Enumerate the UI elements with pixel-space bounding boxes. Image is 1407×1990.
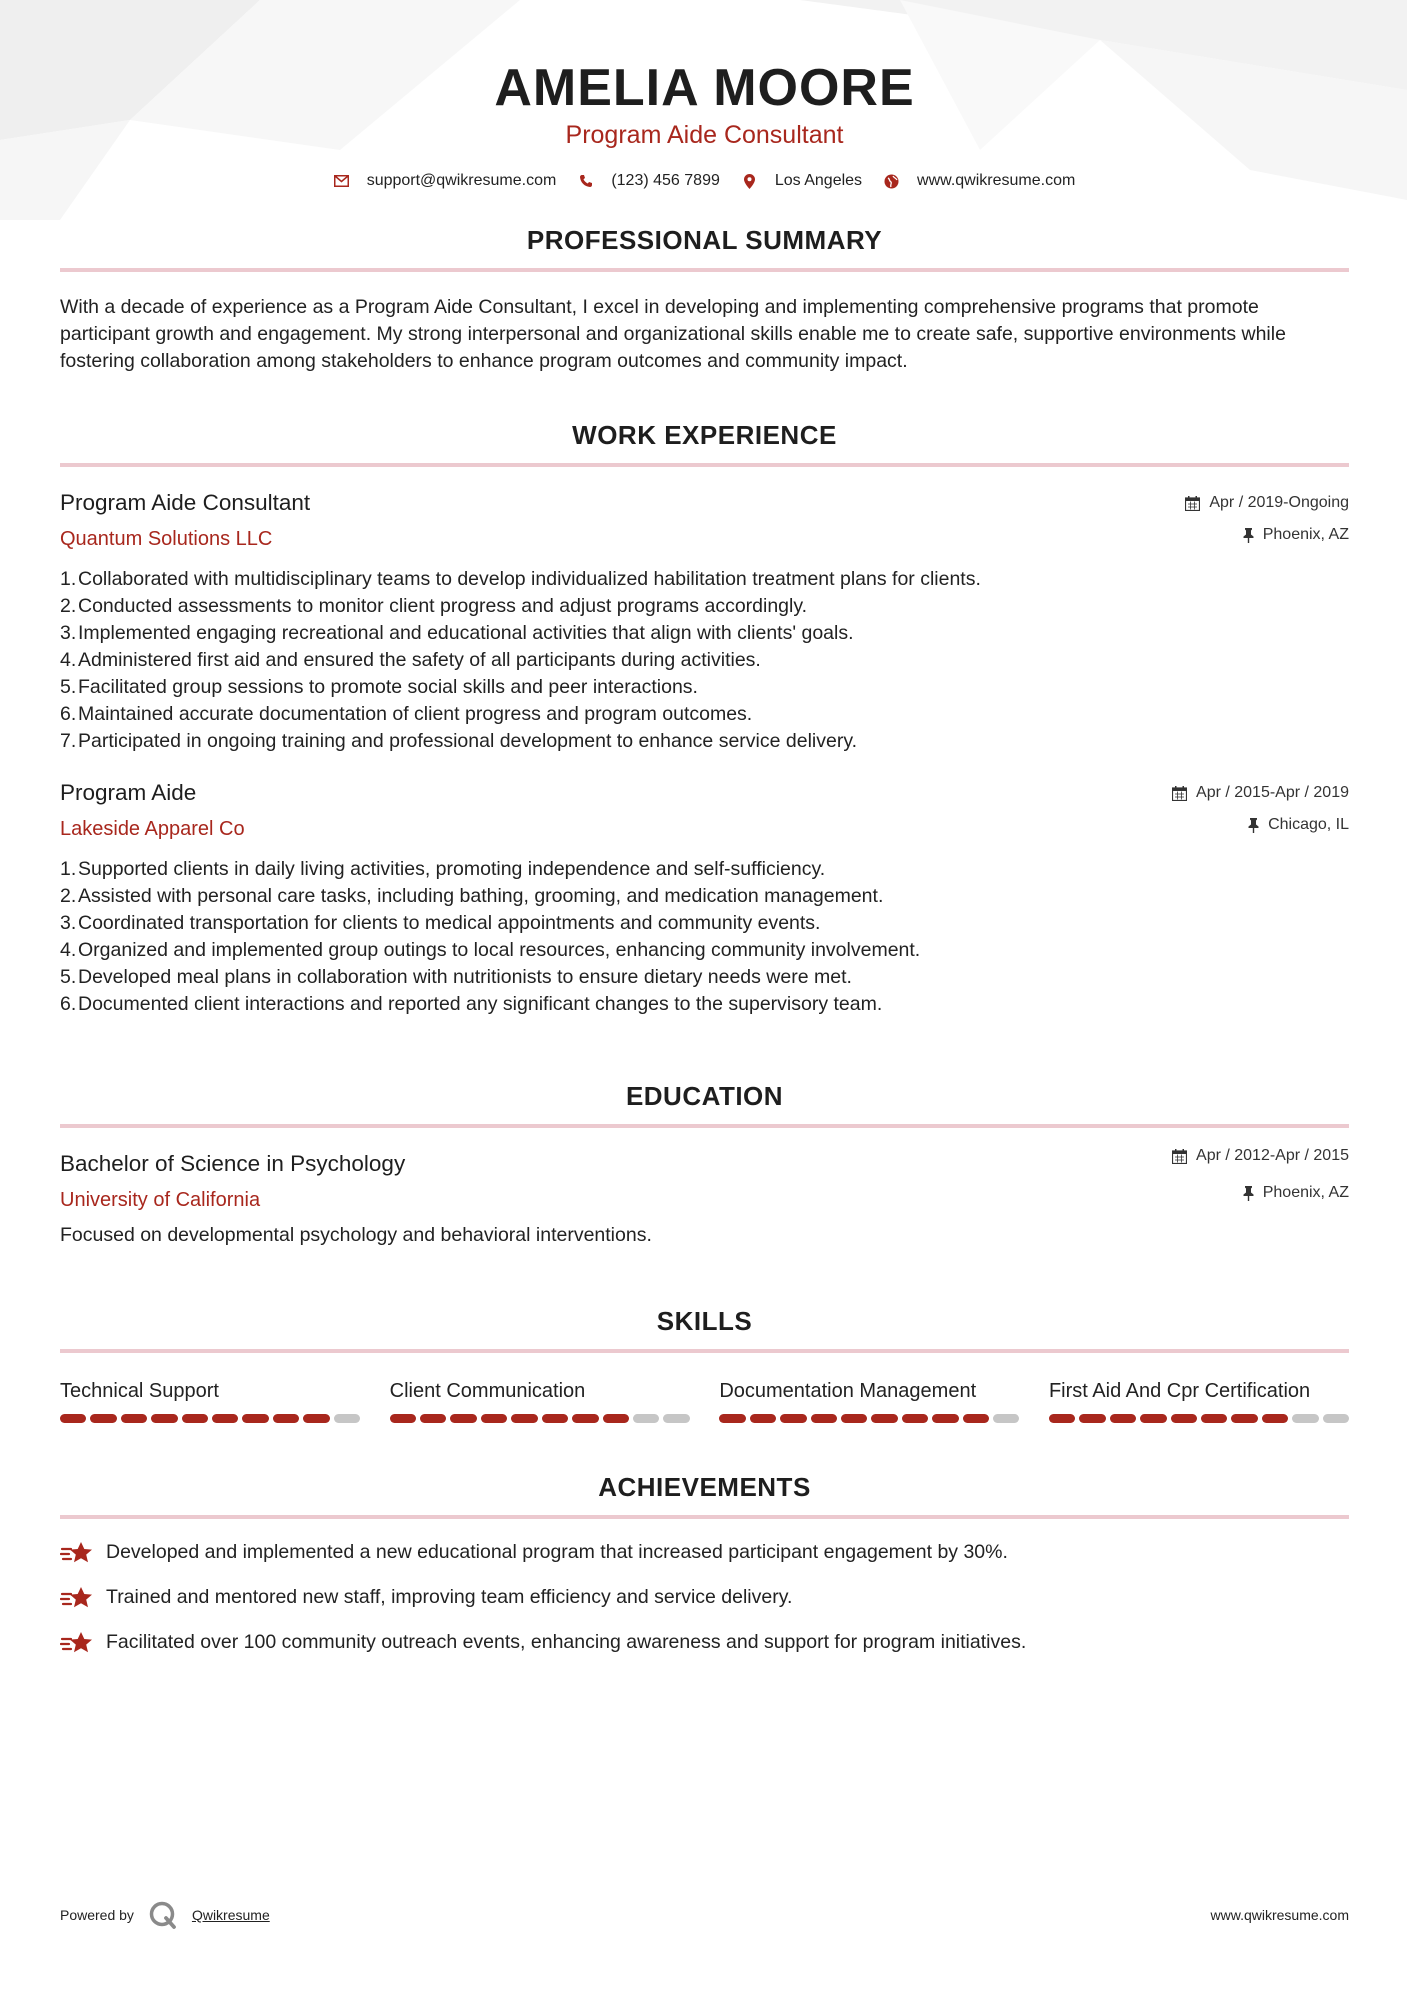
education-location: Phoenix, AZ [1262,1184,1349,1201]
section-divider [60,1349,1349,1353]
section-divider [60,1124,1349,1128]
skill-level-segment [780,1414,806,1423]
skill-level-segment [420,1414,446,1423]
pin-icon [1243,1186,1254,1201]
qwikresume-logo-icon [148,1900,178,1930]
skill-level-bar [390,1414,690,1423]
skill-level-segment [633,1414,659,1423]
page-footer [60,1900,1349,1930]
job-bullets [60,856,1349,1018]
skill-name: Documentation Management [719,1380,977,1402]
resume-header [60,0,1349,190]
skill-level-segment [151,1414,177,1423]
job-bullets [60,566,1349,755]
contact-email[interactable] [334,172,557,190]
pin-icon [1248,818,1259,833]
skill-level-segment [542,1414,568,1423]
skill-level-segment [334,1414,360,1423]
job-dates: Apr / 2015-Apr / 2019 [1196,784,1349,801]
list-item: 2. Assisted with personal care tasks, including bathing, grooming, and medication management. [60,885,884,907]
list-item: 1. Supported clients in daily living activities, promoting independence and self-sufficiency. [60,858,826,880]
skill-level-segment [121,1414,147,1423]
contact-email-text: support@qwikresume.com [366,172,557,189]
skill-item [60,1378,360,1423]
achievement-text: Developed and implemented a new educational program that increased participant engagement by 30%. [106,1541,1008,1563]
list-item: 7. Participated in ongoing training and professional development to enhance service delivery. [60,730,858,752]
skill-level-segment [572,1414,598,1423]
job-company: Lakeside Apparel Co [60,818,245,840]
calendar-icon [1172,1149,1187,1164]
section-heading: EDUCATION [625,1081,784,1111]
summary-section [60,224,1349,375]
job-dates: Apr / 2019-Ongoing [1209,494,1349,511]
skill-level-segment [182,1414,208,1423]
achievement-item [60,1539,1349,1566]
list-item: 5. Facilitated group sessions to promote social skills and peer interactions. [60,676,698,698]
job-entry [60,779,1349,1018]
skill-level-segment [60,1414,86,1423]
skill-level-segment [390,1414,416,1423]
skill-level-segment [1049,1414,1075,1423]
powered-by-label: Powered by [60,1907,134,1923]
skill-level-segment [481,1414,507,1423]
skill-level-segment [841,1414,867,1423]
contact-location-text: Los Angeles [774,172,863,189]
skill-level-segment [511,1414,537,1423]
skill-level-segment [719,1414,745,1423]
skill-level-segment [1110,1414,1136,1423]
brand-link[interactable]: Qwikresume [191,1907,270,1923]
summary-text: With a decade of experience as a Program Aide Consultant, I excel in developing and implementing comprehensive programs that promote participant growth and engagement. My strong interpersonal and organizational skills enable me to create safe, supportive environments while fostering collaboration among stakeholders to enhance program outcomes and community impact. [60,296,1286,372]
skill-level-segment [871,1414,897,1423]
skill-level-segment [212,1414,238,1423]
job-location: Phoenix, AZ [1262,526,1349,543]
skill-level-segment [1262,1414,1288,1423]
skill-level-segment [932,1414,958,1423]
list-item: 3. Implemented engaging recreational and educational activities that align with clients' goals. [60,622,854,644]
skill-level-segment [303,1414,329,1423]
skill-name: Technical Support [60,1380,219,1402]
section-heading: PROFESSIONAL SUMMARY [526,225,883,255]
education-entry [60,1147,1349,1249]
skill-level-segment [1292,1414,1318,1423]
list-item: 2. Conducted assessments to monitor client progress and adjust programs accordingly. [60,595,808,617]
list-item: 1. Collaborated with multidisciplinary teams to develop individualized habilitation treatment plans for clients. [60,568,981,590]
skill-name: First Aid And Cpr Certification [1048,1380,1311,1402]
skill-level-segment [273,1414,299,1423]
skill-level-segment [242,1414,268,1423]
globe-icon [884,174,899,189]
calendar-icon [1185,496,1200,511]
achievement-text: Facilitated over 100 community outreach events, enhancing awareness and support for program initiatives. [106,1631,1027,1653]
section-divider [60,1515,1349,1519]
footer-website[interactable]: www.qwikresume.com [1210,1907,1349,1923]
section-heading: SKILLS [656,1306,753,1336]
job-title: Program Aide Consultant [60,490,311,515]
education-dates: Apr / 2012-Apr / 2015 [1196,1147,1349,1164]
pin-icon [1243,528,1254,543]
list-item: 4. Organized and implemented group outings to local resources, enhancing community involvement. [60,939,921,961]
job-meta [1185,493,1349,545]
list-item: 4. Administered first aid and ensured the safety of all participants during activities. [60,649,761,671]
skill-name: Client Communication [389,1380,586,1402]
skill-level-segment [603,1414,629,1423]
skills-grid [60,1378,1349,1423]
skill-level-segment [902,1414,928,1423]
contact-bar [60,172,1349,190]
education-section [60,1080,1349,1249]
education-description: Focused on developmental psychology and behavioral interventions. [60,1224,652,1246]
skill-item [719,1378,1019,1423]
skill-level-segment [1323,1414,1349,1423]
section-divider [60,463,1349,467]
star-badge-icon [60,1630,94,1656]
job-company: Quantum Solutions LLC [60,528,273,550]
candidate-name: AMELIA MOORE [494,59,915,117]
skill-item [390,1378,690,1423]
skill-item [1049,1378,1349,1423]
candidate-title: Program Aide Consultant [565,121,844,149]
school-name: University of California [60,1189,261,1211]
list-item: 6. Documented client interactions and reported any significant changes to the supervisory team. [60,993,883,1015]
map-marker-icon [742,174,757,189]
section-heading: WORK EXPERIENCE [572,420,837,450]
contact-location [742,172,862,190]
skill-level-segment [1201,1414,1227,1423]
skill-level-segment [993,1414,1019,1423]
skill-level-bar [1049,1414,1349,1423]
skill-level-segment [663,1414,689,1423]
achievements-section [60,1471,1349,1656]
education-meta [1172,1146,1349,1203]
job-location: Chicago, IL [1268,816,1349,833]
contact-website[interactable] [884,172,1075,190]
calendar-icon [1172,786,1187,801]
list-item: 6. Maintained accurate documentation of client progress and program outcomes. [60,703,753,725]
job-meta [1172,783,1349,835]
achievement-item [60,1584,1349,1611]
skill-level-segment [1079,1414,1105,1423]
contact-phone-text: (123) 456 7899 [611,172,720,189]
phone-icon [578,174,593,189]
skill-level-segment [963,1414,989,1423]
job-entry [60,489,1349,755]
skill-level-segment [1140,1414,1166,1423]
skill-level-segment [811,1414,837,1423]
skills-section [60,1305,1349,1423]
envelope-icon [334,174,349,189]
contact-website-text: www.qwikresume.com [917,172,1076,189]
skill-level-segment [1171,1414,1197,1423]
section-divider [60,268,1349,272]
achievement-item [60,1629,1349,1656]
skill-level-bar [719,1414,1019,1423]
star-badge-icon [60,1540,94,1566]
star-badge-icon [60,1585,94,1611]
list-item: 5. Developed meal plans in collaboration with nutritionists to ensure dietary needs were met. [60,966,852,988]
skill-level-segment [90,1414,116,1423]
job-title: Program Aide [60,780,197,805]
skill-level-segment [750,1414,776,1423]
skill-level-bar [60,1414,360,1423]
contact-phone[interactable] [578,172,720,190]
skill-level-segment [1231,1414,1257,1423]
section-heading: ACHIEVEMENTS [598,1472,811,1502]
degree-title: Bachelor of Science in Psychology [60,1151,406,1176]
achievements-list [60,1539,1349,1656]
skill-level-segment [450,1414,476,1423]
experience-section [60,419,1349,1018]
list-item: 3. Coordinated transportation for clients to medical appointments and community events. [60,912,821,934]
achievement-text: Trained and mentored new staff, improving team efficiency and service delivery. [106,1586,793,1608]
